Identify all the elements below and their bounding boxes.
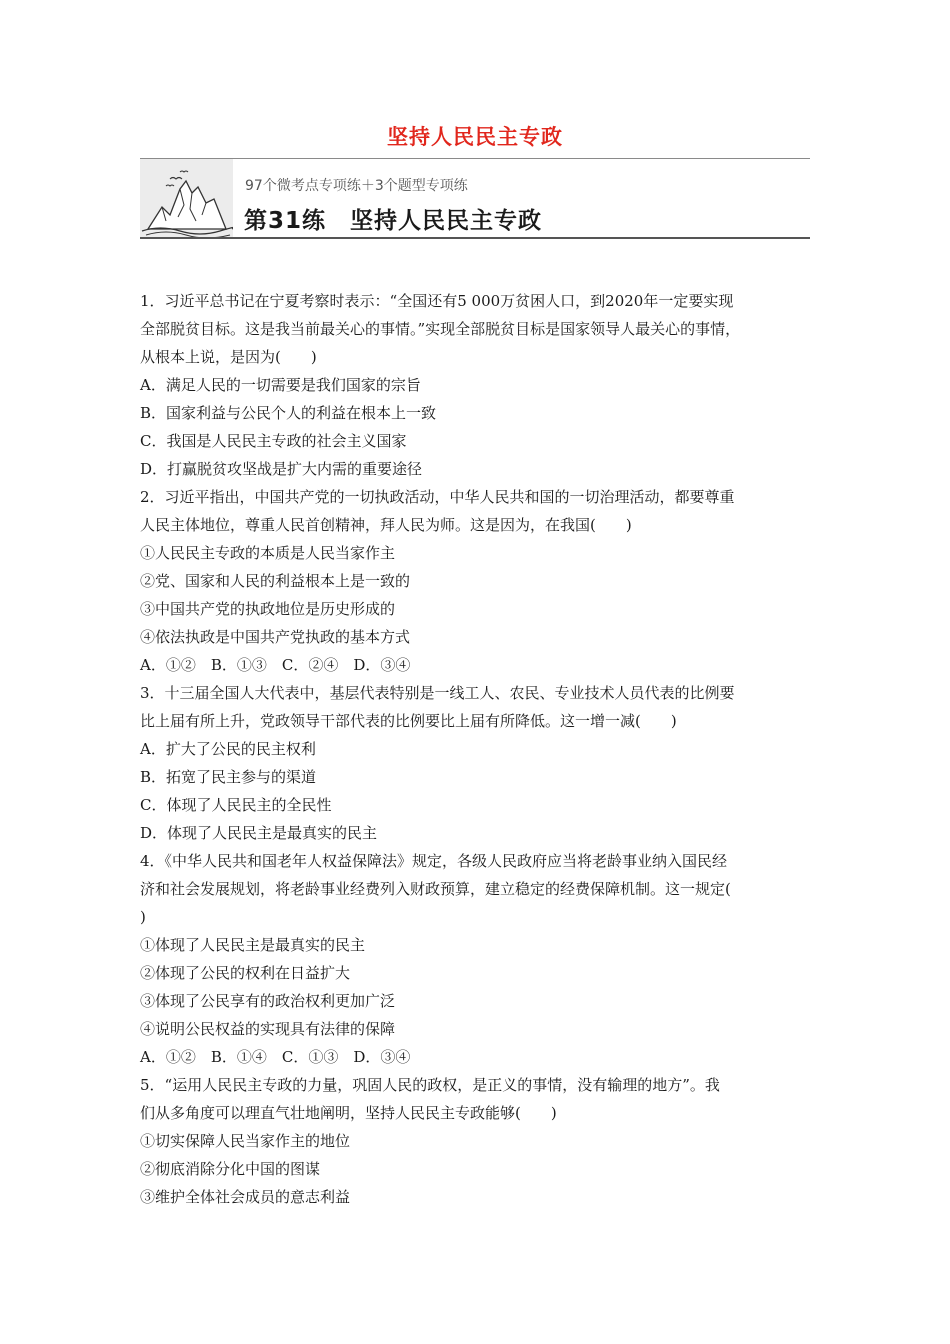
question-4 bbox=[140, 847, 816, 1071]
answer-option: B．国家利益与公民个人的利益在根本上一致 bbox=[140, 404, 437, 422]
question-list bbox=[140, 287, 816, 1211]
statement-item: ④依法执政是中国共产党执政的基本方式 bbox=[140, 628, 411, 646]
statement-item: ①体现了人民民主是最真实的民主 bbox=[140, 936, 366, 954]
lesson-banner bbox=[140, 158, 810, 240]
question-stem-line: 比上届有所上升，党政领导干部代表的比例要比上届有所降低。这一增一减( ) bbox=[140, 712, 677, 730]
question-stem-line: 5．“运用人民民主专政的力量，巩固人民的政权，是正义的事情，没有输理的地方”。我 bbox=[140, 1076, 720, 1094]
question-stem-line: 3．十三届全国人大代表中，基层代表特别是一线工人、农民、专业技术人员代表的比例要 bbox=[140, 684, 735, 702]
answer-option: D．体现了人民民主是最真实的民主 bbox=[140, 824, 378, 842]
answer-options: A．①② B．①④ C．①③ D．③④ bbox=[140, 1048, 411, 1066]
question-stem-line: 2．习近平指出，中国共产党的一切执政活动，中华人民共和国的一切治理活动，都要尊重 bbox=[140, 488, 735, 506]
question-1 bbox=[140, 287, 816, 483]
question-stem-line: 全部脱贫目标。这是我当前最关心的事情。”实现全部脱贫目标是国家领导人最关心的事情， bbox=[140, 320, 741, 338]
statement-item: ③维护全体社会成员的意志利益 bbox=[140, 1188, 351, 1206]
answer-option: A．满足人民的一切需要是我们国家的宗旨 bbox=[140, 376, 421, 394]
question-stem-line: 济和社会发展规划，将老龄事业经费列入财政预算，建立稳定的经费保障机制。这一规定( bbox=[140, 880, 731, 898]
statement-item: ③体现了公民享有的政治权利更加广泛 bbox=[140, 992, 396, 1010]
answer-option: A．扩大了公民的民主权利 bbox=[140, 740, 316, 758]
statement-item: ②彻底消除分化中国的图谋 bbox=[140, 1160, 321, 1178]
question-stem-line: 4．《中华人民共和国老年人权益保障法》规定，各级人民政府应当将老龄事业纳入国民经 bbox=[140, 852, 728, 870]
mountain-logo-icon bbox=[140, 159, 233, 238]
statement-item: ①切实保障人民当家作主的地位 bbox=[140, 1132, 351, 1150]
statement-item: ②党、国家和人民的利益根本上是一致的 bbox=[140, 572, 411, 590]
question-stem-line: 从根本上说，是因为( ) bbox=[140, 348, 317, 366]
answer-option: C．体现了人民民主的全民性 bbox=[140, 796, 332, 814]
answer-option: D．打赢脱贫攻坚战是扩大内需的重要途径 bbox=[140, 460, 423, 478]
question-stem-line: 1．习近平总书记在宁夏考察时表示：“全国还有5 000万贫困人口，到2020年一定要实现 bbox=[140, 292, 734, 310]
question-3 bbox=[140, 679, 816, 847]
question-5 bbox=[140, 1071, 816, 1211]
answer-option: C．我国是人民民主专政的社会主义国家 bbox=[140, 432, 407, 450]
question-2 bbox=[140, 483, 816, 679]
banner-bottom-rule bbox=[140, 237, 810, 239]
series-subtitle: 97个微考点专项练＋3个题型专项练 bbox=[245, 178, 468, 194]
answer-option: B．拓宽了民主参与的渠道 bbox=[140, 768, 317, 786]
answer-options: A．①② B．①③ C．②④ D．③④ bbox=[140, 656, 411, 674]
page-title: 坚持人民民主专政 bbox=[387, 125, 563, 149]
statement-item: ②体现了公民的权利在日益扩大 bbox=[140, 964, 351, 982]
statement-item: ①人民民主专政的本质是人民当家作主 bbox=[140, 544, 396, 562]
question-stem-line: 人民主体地位，尊重人民首创精神，拜人民为师。这是因为，在我国( ) bbox=[140, 516, 632, 534]
banner-top-rule bbox=[140, 158, 810, 159]
question-stem-line: ) bbox=[140, 908, 146, 926]
lesson-title: 第31练 坚持人民民主专政 bbox=[244, 208, 543, 234]
question-stem-line: 们从多角度可以理直气壮地阐明，坚持人民民主专政能够( ) bbox=[140, 1104, 557, 1122]
statement-item: ④说明公民权益的实现具有法律的保障 bbox=[140, 1020, 396, 1038]
statement-item: ③中国共产党的执政地位是历史形成的 bbox=[140, 600, 396, 618]
